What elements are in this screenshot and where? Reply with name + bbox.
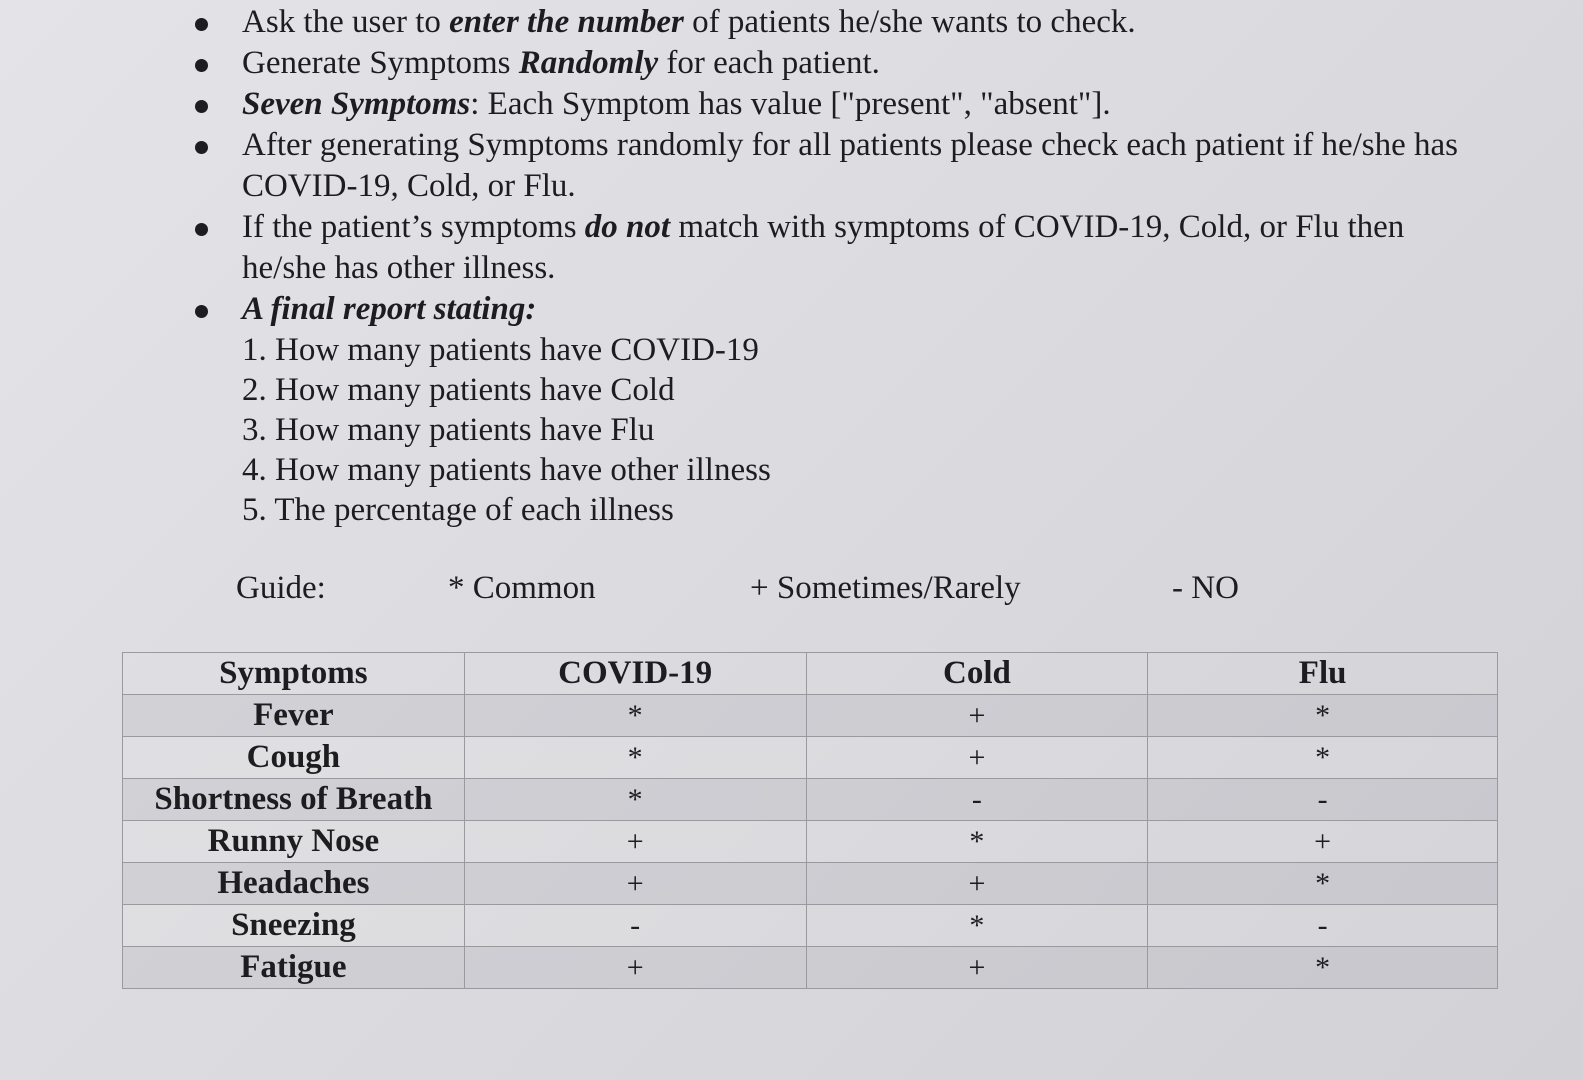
cold-mark: +	[806, 947, 1148, 989]
instruction-text: If the patient’s symptoms	[242, 209, 585, 245]
symptom-name: Fatigue	[123, 947, 465, 989]
covid-mark: -	[464, 905, 806, 947]
instruction-item	[190, 207, 1480, 289]
bullet-dot-icon	[195, 223, 208, 236]
instruction-emphasis: Seven Symptoms	[242, 86, 471, 122]
instruction-text: Ask the user to	[242, 4, 450, 40]
instruction-text: of patients he/she wants to check.	[683, 4, 1136, 40]
bullet-dot-icon	[195, 305, 208, 318]
report-item: 1. How many patients have COVID-19	[242, 332, 759, 368]
cold-mark: *	[806, 905, 1148, 947]
table-row	[123, 821, 1498, 863]
bullet-dot-icon	[195, 18, 208, 31]
bullet-dot-icon	[195, 141, 208, 154]
instruction-item-final-report	[190, 289, 1480, 530]
covid-mark: +	[464, 821, 806, 863]
flu-mark: *	[1148, 947, 1498, 989]
table-row	[123, 737, 1498, 779]
report-items-list	[242, 330, 1480, 530]
table-row	[123, 695, 1498, 737]
cold-mark: +	[806, 737, 1148, 779]
instruction-item	[190, 43, 1480, 84]
table-row	[123, 947, 1498, 989]
report-item: 5. The percentage of each illness	[242, 492, 674, 528]
guide-sometimes: + Sometimes/Rarely	[750, 570, 1021, 606]
instruction-text: After generating Symptoms randomly for all patients please check each patient if he/she has COVID-19, Cold, or Flu.	[242, 127, 1459, 204]
instruction-emphasis: do not	[584, 209, 671, 245]
guide-no: - NO	[1172, 570, 1239, 606]
final-report-heading: A final report stating:	[242, 291, 537, 327]
header-flu: Flu	[1148, 653, 1498, 695]
instruction-text: match with symptoms of COVID-19, Cold, or Flu then he/she has other illness.	[242, 209, 1405, 286]
report-item: 2. How many patients have Cold	[242, 372, 675, 408]
cold-mark: -	[806, 779, 1148, 821]
instruction-list	[190, 2, 1480, 530]
flu-mark: +	[1148, 821, 1498, 863]
instruction-emphasis: enter the number	[449, 4, 684, 40]
bullet-dot-icon	[195, 100, 208, 113]
flu-mark: *	[1148, 863, 1498, 905]
symptom-name: Sneezing	[123, 905, 465, 947]
instruction-text: Generate Symptoms	[242, 45, 519, 81]
guide-label: Guide:	[236, 570, 326, 606]
symptom-name: Cough	[123, 737, 465, 779]
legend-guide	[236, 570, 1336, 614]
header-symptoms: Symptoms	[123, 653, 465, 695]
bullet-dot-icon	[195, 59, 208, 72]
guide-common: * Common	[448, 570, 596, 606]
table-header-row	[123, 653, 1498, 695]
report-item: 3. How many patients have Flu	[242, 412, 655, 448]
cold-mark: *	[806, 821, 1148, 863]
instruction-text: for each patient.	[658, 45, 880, 81]
flu-mark: -	[1148, 779, 1498, 821]
covid-mark: *	[464, 695, 806, 737]
table-row	[123, 863, 1498, 905]
flu-mark: *	[1148, 695, 1498, 737]
instruction-emphasis: Randomly	[518, 45, 659, 81]
symptom-name: Runny Nose	[123, 821, 465, 863]
report-item: 4. How many patients have other illness	[242, 452, 771, 488]
instruction-item	[190, 2, 1480, 43]
table-row	[123, 905, 1498, 947]
instruction-text: : Each Symptom has value ["present", "absent"].	[470, 86, 1111, 122]
table-row	[123, 779, 1498, 821]
covid-mark: *	[464, 779, 806, 821]
flu-mark: -	[1148, 905, 1498, 947]
header-cold: Cold	[806, 653, 1148, 695]
instruction-item	[190, 84, 1480, 125]
symptoms-table	[122, 652, 1498, 989]
symptom-name: Shortness of Breath	[123, 779, 465, 821]
covid-mark: +	[464, 863, 806, 905]
cold-mark: +	[806, 695, 1148, 737]
flu-mark: *	[1148, 737, 1498, 779]
covid-mark: *	[464, 737, 806, 779]
symptom-name: Headaches	[123, 863, 465, 905]
header-covid: COVID-19	[464, 653, 806, 695]
covid-mark: +	[464, 947, 806, 989]
instruction-item	[190, 125, 1480, 207]
symptom-name: Fever	[123, 695, 465, 737]
cold-mark: +	[806, 863, 1148, 905]
